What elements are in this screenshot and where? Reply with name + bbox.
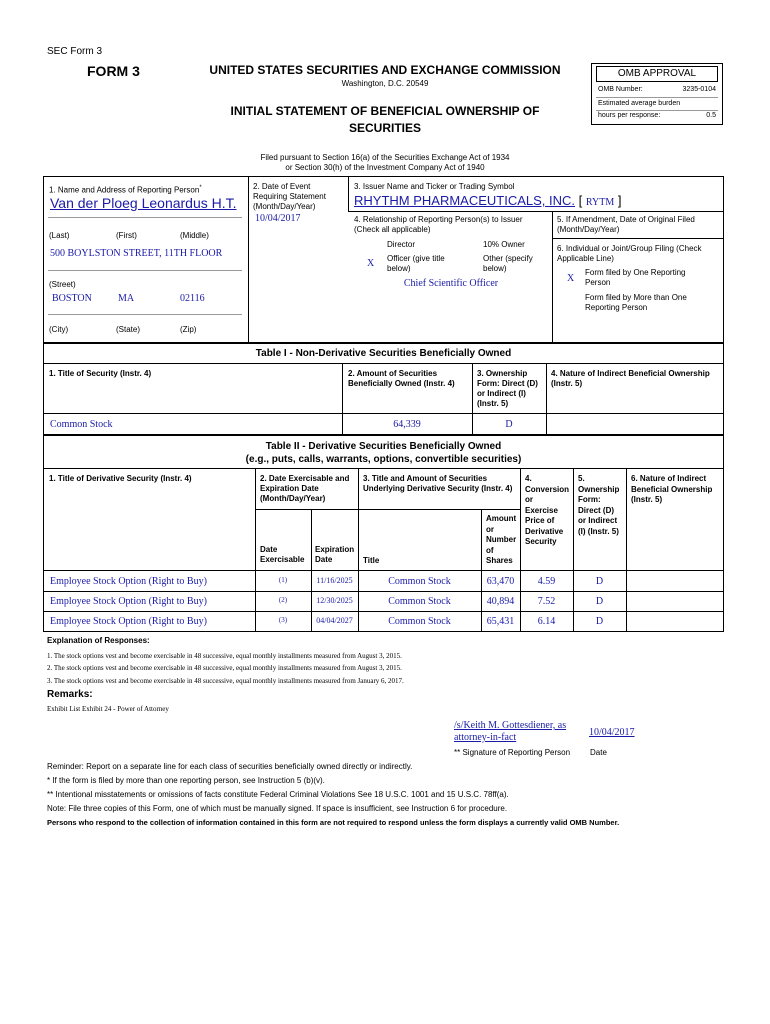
table-2-row-3-security: Employee Stock Option (Right to Buy) [50, 616, 207, 627]
director-label: Director [387, 240, 416, 249]
omb-number-value: 3235-0104 [682, 86, 716, 93]
omb-burden-label: Estimated average burden [598, 100, 681, 107]
issuer-ticker: RYTM [585, 197, 615, 208]
table-2-amount-shares: Amount or Number of Shares [486, 514, 517, 565]
reporting-person-label: 1. Name and Address of Reporting Person* [49, 185, 202, 195]
issuer-name-line: RHYTHM PHARMACEUTICALS, INC. [ RYTM ] [354, 193, 622, 208]
omb-approval-title: OMB APPROVAL [596, 66, 718, 82]
issuer-name[interactable]: RHYTHM PHARMACEUTICALS, INC. [354, 193, 576, 208]
middle-label: (Middle) [180, 231, 209, 240]
state-value: MA [118, 293, 135, 304]
amendment-label: 5. If Amendment, Date of Original Filed (Month/Day/Year) [557, 215, 695, 234]
ten-pct-owner-label: 10% Owner [483, 240, 525, 249]
street-value: 500 BOYLSTON STREET, 11TH FLOOR [50, 248, 223, 259]
table-1-col-nature: 4. Nature of Indirect Beneficial Ownership (Instr. 5) [551, 369, 710, 388]
table-2-row-3-exercisable[interactable]: (3) [278, 616, 288, 624]
table-2-row-2-expiration: 12/30/2025 [316, 596, 353, 605]
officer-title: Chief Scientific Officer [403, 278, 499, 289]
footer-note: Note: File three copies of this Form, one of which must be manually signed. If space is insufficient, see Instruction 6 for procedure. [47, 804, 508, 813]
signature-value[interactable]: /s/Keith M. Gottesdiener, as attorney-in-fact [454, 720, 567, 743]
filing-one-check-mark[interactable]: X [567, 273, 575, 284]
table-1-row-security: Common Stock [50, 419, 113, 430]
signature-label: ** Signature of Reporting Person [454, 748, 571, 757]
table-2-row-1-expiration: 11/16/2025 [316, 576, 353, 585]
omb-hours-value: 0.5 [706, 112, 716, 119]
event-date-label: 2. Date of Event Requiring Statement (Month/Day/Year) [253, 182, 326, 211]
table-2-row-3-title: Common Stock [388, 616, 451, 627]
state-label: (State) [116, 325, 141, 334]
table-2-row-1-security: Employee Stock Option (Right to Buy) [50, 576, 207, 587]
reporting-person-name[interactable]: Van der Ploeg Leonardus H.T. [50, 195, 237, 211]
first-label: (First) [116, 231, 137, 240]
statement-title-2: SECURITIES [348, 121, 421, 135]
filed-pursuant-2: or Section 30(h) of the Investment Company Act of 1940 [285, 163, 485, 172]
table-2-row-2-form: D [595, 596, 604, 607]
remarks-text: Exhibit List Exhibit 24 - Power of Attorney [47, 705, 169, 713]
omb-number-label: OMB Number: [598, 86, 643, 93]
table-2-row-2-amount: 40,894 [486, 596, 515, 607]
issuer-label: 3. Issuer Name and Ticker or Trading Symbol [354, 182, 515, 191]
omb-approval-box [591, 63, 723, 125]
footer-reminder: Reminder: Report on a separate line for each class of securities beneficially owned directly or indirectly. [47, 762, 413, 771]
footer-star-note: * If the form is filed by more than one reporting person, see Instruction 5 (b)(v). [47, 776, 325, 785]
table-2-title: Table II - Derivative Securities Beneficially Owned (e.g., puts, calls, warrants, options, convertible securities) [245, 441, 522, 465]
explanation-note-1: 1. The stock options vest and become exercisable in 48 successive, equal monthly installments measured from August 3, 2015. [47, 652, 402, 660]
zip-value: 02116 [180, 293, 205, 304]
table-2-row-3-expiration: 04/04/2027 [316, 616, 353, 625]
zip-label: (Zip) [180, 325, 197, 334]
officer-label: Officer (give title below) [387, 254, 445, 273]
table-1-col-amount: 2. Amount of Securities Beneficially Owned (Instr. 4) [348, 369, 455, 388]
table-2-row-3-form: D [595, 616, 604, 627]
statement-title-1: INITIAL STATEMENT OF BENEFICIAL OWNERSHIP OF [230, 104, 540, 118]
table-1-row-form: D [505, 419, 513, 430]
signature-date-value: 10/04/2017 [589, 727, 635, 738]
table-2-row-1-title: Common Stock [388, 576, 451, 587]
commission-city: Washington, D.C. 20549 [341, 79, 429, 88]
table-2-row-1-exercisable[interactable]: (1) [278, 576, 288, 584]
table-2-date-exercisable: Date Exercisable [260, 545, 305, 564]
table-2-col-dates: 2. Date Exercisable and Expiration Date (Month/Day/Year) [260, 474, 350, 503]
filing-one-label: Form filed by One Reporting Person [585, 268, 686, 287]
officer-check-mark[interactable]: X [367, 258, 375, 269]
street-label: (Street) [49, 280, 76, 289]
footer-violation: ** Intentional misstatements or omissions of facts constitute Federal Criminal Violations See 18 U.S.C. 1001 and 15 U.S.C. 78ff(a). [47, 790, 509, 799]
table-2-row-1-price: 4.59 [537, 576, 556, 587]
table-1-col-title: 1. Title of Security (Instr. 4) [49, 369, 152, 378]
filing-more-label: Form filed by More than One Reporting Person [585, 293, 687, 312]
table-2-col-nature: 6. Nature of Indirect Beneficial Ownership (Instr. 5) [631, 474, 713, 504]
signature-date-label: Date [590, 748, 607, 757]
table-2-col-ownership: 5. Ownership Form: Direct (D) or Indirect (I) (Instr. 5) [578, 474, 620, 536]
city-value: BOSTON [52, 293, 92, 304]
commission-title: UNITED STATES SECURITIES AND EXCHANGE COMMISSION [209, 63, 561, 77]
table-1-col-ownership: 3. Ownership Form: Direct (D) or Indirect (I) (Instr. 5) [477, 369, 538, 408]
table-2-title-sub: Title [363, 556, 380, 565]
table-2-row-2-exercisable[interactable]: (2) [278, 596, 288, 604]
table-2-row-2-price: 7.52 [537, 596, 556, 607]
table-2-row-2-title: Common Stock [388, 596, 451, 607]
table-2-row-1-amount: 63,470 [486, 576, 515, 587]
filed-pursuant-1: Filed pursuant to Section 16(a) of the Securities Exchange Act of 1934 [260, 153, 510, 162]
filing-label: 6. Individual or Joint/Group Filing (Check Applicable Line) [557, 244, 702, 263]
table-2-col-underlying: 3. Title and Amount of Securities Underlying Derivative Security (Instr. 4) [363, 474, 513, 493]
table-2-row-3-amount: 65,431 [486, 616, 515, 627]
omb-hours-label: hours per response: [598, 112, 661, 119]
footer-persons: Persons who respond to the collection of information contained in this form are not required to respond unless the form displays a currently valid OMB Number. [47, 818, 620, 827]
remarks-title: Remarks: [47, 689, 93, 700]
table-2-row-1-form: D [595, 576, 604, 587]
table-2-row-3-price: 6.14 [537, 616, 556, 627]
table-2-expiration-date: Expiration Date [315, 545, 355, 564]
relationship-label: 4. Relationship of Reporting Person(s) to Issuer (Check all applicable) [354, 215, 523, 234]
table-1-row-amount: 64,339 [393, 419, 421, 430]
table-2-row-2-security: Employee Stock Option (Right to Buy) [50, 596, 207, 607]
explanation-note-2: 2. The stock options vest and become exercisable in 48 successive, equal monthly installments measured from August 3, 2015. [47, 664, 402, 672]
table-2-col-conversion: 4. Conversion or Exercise Price of Derivative Security [525, 474, 570, 546]
other-label: Other (specify below) [483, 254, 533, 273]
event-date-value: 10/04/2017 [255, 213, 301, 224]
explanation-note-3: 3. The stock options vest and become exercisable in 48 successive, equal monthly installments measured from January 6, 2017. [47, 677, 404, 685]
form-number: FORM 3 [87, 63, 140, 79]
table-2-col-title: 1. Title of Derivative Security (Instr. 4) [49, 474, 192, 483]
city-label: (City) [49, 325, 69, 334]
last-label: (Last) [49, 231, 70, 240]
table-1-title: Table I - Non-Derivative Securities Beneficially Owned [255, 348, 512, 359]
sec-form-label: SEC Form 3 [47, 46, 103, 57]
explanation-title: Explanation of Responses: [47, 636, 150, 645]
